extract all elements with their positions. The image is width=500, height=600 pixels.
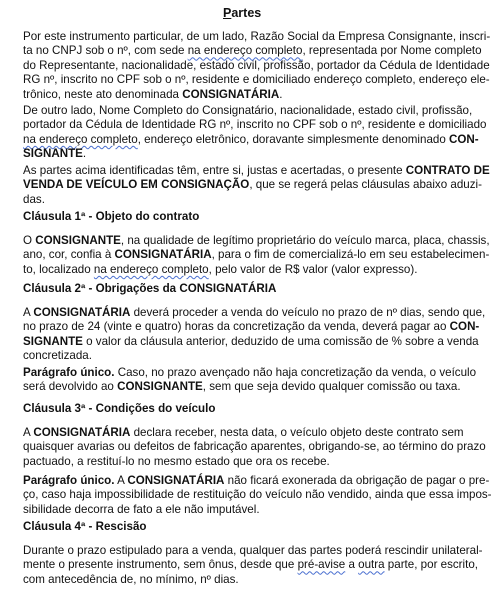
bold-term: SIGNANTE — [23, 334, 83, 348]
paragraph-line — [23, 164, 490, 178]
clause-2-heading: Cláusula 2ª - Obrigações da CONSIGNATÁRIA — [23, 282, 277, 295]
text-run: deverá proceder a venda do veículo no prazo de nº dias, sendo que, — [130, 306, 486, 319]
paragraph-line — [23, 349, 460, 363]
text-run: , na qualidade de legítimo proprietário do veículo marca, placa, chassis, — [120, 234, 490, 247]
text-run: trônico, neste ato denominada — [23, 87, 183, 101]
paragraph-clause-2 — [23, 306, 486, 364]
paragraph-line — [23, 503, 460, 517]
text-run: . — [82, 147, 87, 161]
paragraph-line — [23, 44, 482, 58]
text-run: ço, caso haja impossibilidade de restituição do veículo não vendido, ainda que essa impos- — [23, 488, 492, 502]
paragraph-line — [23, 58, 490, 73]
text-run: . — [279, 87, 283, 101]
text-run: quaisquer avarias ou defeitos de fabricação aparentes, obrigando-se, ao término do prazo — [23, 440, 486, 454]
bold-term: CONSIGNANTE — [117, 380, 203, 394]
grammar-flagged-text: na endereço completo — [187, 44, 303, 58]
paragraph-line — [23, 573, 460, 587]
text-run: A — [23, 306, 34, 319]
paragraph-line — [23, 263, 460, 277]
paragraph-line — [23, 306, 486, 320]
text-run: concretizada. — [23, 349, 92, 363]
text-run: Por este instrumento particular, de um lado, Razão Social da Empresa Consignante, inscri- — [23, 30, 491, 43]
paragraph-line — [23, 320, 480, 334]
paragraph-line — [23, 488, 492, 502]
paragraph-line — [23, 73, 490, 87]
grammar-flagged-text: na endereço completo — [23, 132, 138, 146]
text-run: parte, por escrito, — [384, 558, 479, 572]
text-run: , pelo valor de R$ valor (valor expresso). — [208, 262, 418, 276]
text-run: pactuado, a restituí-lo no mesmo estado que ora os recebe. — [23, 454, 330, 468]
text-run: De outro lado, Nome Completo do Consignatário, nacionalidade, estado civil, profissão, — [23, 104, 473, 117]
paragraph-clause-4 — [23, 544, 483, 587]
clause-3-heading: Cláusula 3ª - Condições do veículo — [23, 402, 216, 415]
paragraph-line — [23, 440, 486, 454]
paragraph-line — [23, 366, 477, 380]
text-run: ta no CNPJ sob o nº, com sede — [23, 44, 188, 58]
clause-1-heading: Cláusula 1ª - Objeto do contrato — [23, 210, 200, 223]
paragraph-line — [23, 558, 479, 572]
text-run: ano, cor, confia à — [23, 248, 115, 262]
paragraph-line — [23, 334, 479, 349]
text-run: , sem que seja devido qualquer comissão ou taxa. — [202, 380, 461, 394]
text-run: As partes acima identificadas têm, entre si, justas e acertadas, o presente — [23, 164, 406, 177]
paragraph-line — [23, 474, 490, 488]
paragraph-line — [23, 544, 483, 558]
bold-term: Parágrafo único. — [23, 366, 115, 379]
bold-term: CONTRATO DE — [405, 164, 490, 177]
paragraph-parties-consignee — [23, 30, 491, 102]
paragraph-line — [23, 147, 460, 161]
paragraph-line — [23, 234, 490, 248]
bold-term: CONSIGNATÁRIA — [182, 87, 280, 101]
text-run: Caso, no prazo avençado não haja concretização da venda, o veículo — [114, 366, 477, 379]
text-run: mente o presente instrumento, sem ônus, desde que — [23, 558, 298, 572]
paragraph-line — [23, 426, 464, 440]
text-run: portador da Cédula de Identidade RG nº, inscrito no CPF sob o nº, residente e domiciliado — [23, 118, 487, 132]
text-run: sibilidade decorra de fato a ele não imputável. — [23, 502, 260, 516]
text-run: A — [114, 474, 128, 487]
title-rest: artes — [231, 6, 262, 20]
text-run: não ficará exonerada da obrigação de pagar o pre- — [224, 474, 490, 487]
text-run: a — [345, 558, 359, 572]
paragraph-line — [23, 30, 491, 44]
bold-term: CONSIGNANTE — [35, 234, 121, 247]
bold-term: CONSIGNATÁRIA — [114, 248, 212, 262]
paragraph-parties-consignor — [23, 104, 487, 162]
paragraph-line — [23, 88, 460, 102]
bold-term: CONSIGNATÁRIA — [33, 306, 131, 319]
text-run: O — [23, 234, 36, 247]
text-run: Durante o prazo estipulado para a venda, qualquer das partes poderá rescindir unilateral- — [23, 544, 483, 557]
text-run: , endereço eletrônico, doravante simplesmente denominado — [137, 132, 450, 146]
text-run: do Representante, nacionalidade, estado civil, profissão, portador da Cédula de Identidade — [23, 58, 490, 72]
text-run: será devolvido ao — [23, 380, 118, 394]
title-first-letter: P — [223, 6, 232, 20]
paragraph-clause-3 — [23, 426, 486, 469]
text-run: declara receber, nesta data, o veículo objeto deste contrato sem — [130, 426, 464, 439]
paragraph-contract-intro — [23, 164, 490, 207]
bold-term: CON- — [449, 132, 479, 146]
bold-term: Parágrafo único. — [23, 474, 115, 487]
bold-term: CONSIGNATÁRIA — [33, 426, 131, 439]
paragraph-line — [23, 193, 460, 207]
document-title — [223, 6, 261, 20]
text-run: , que se regerá pelas cláusulas abaixo aduzi- — [249, 178, 482, 192]
paragraph-line — [23, 132, 479, 147]
clause-4-heading: Cláusula 4ª - Rescisão — [23, 520, 147, 533]
paragraph-line — [23, 178, 482, 192]
bold-term: CONSIGNATÁRIA — [127, 474, 225, 487]
paragraph-clause-2-sole — [23, 366, 477, 395]
bold-term: CON- — [449, 320, 480, 334]
bold-term: SIGNANTE — [23, 147, 83, 161]
text-run: com antecedência de, no mínimo, nº dias. — [23, 572, 239, 586]
text-run: RG nº, inscrito no CPF sob o nº, residente e domiciliado endereço completo, endereço ele- — [23, 73, 490, 87]
paragraph-line — [23, 455, 460, 469]
paragraph-clause-1 — [23, 234, 490, 277]
grammar-flagged-text: na endereço completo — [93, 262, 209, 276]
paragraph-clause-3-sole — [23, 474, 492, 517]
text-run: das. — [23, 192, 45, 206]
paragraph-line — [23, 380, 460, 394]
paragraph-line — [23, 104, 473, 118]
text-run: no prazo de 24 (vinte e quatro) horas da concretização da venda, deverá pagar ao — [23, 320, 450, 334]
paragraph-line — [23, 248, 490, 262]
grammar-flagged-text: outra — [358, 558, 385, 572]
text-run: , representada por Nome completo — [302, 44, 482, 58]
text-run: , para o fim de comercializá-lo em seu estabelecimen- — [211, 248, 490, 262]
grammar-flagged-text: pré-avise — [297, 558, 346, 572]
text-run: o valor da cláusula anterior, deduzido de uma comissão de % sobre a venda — [82, 334, 479, 348]
bold-term: VENDA DE VEÍCULO EM CONSIGNAÇÃO — [23, 178, 250, 192]
text-run: to, localizado — [23, 262, 94, 276]
paragraph-line — [23, 118, 487, 132]
text-run: A — [23, 426, 34, 439]
